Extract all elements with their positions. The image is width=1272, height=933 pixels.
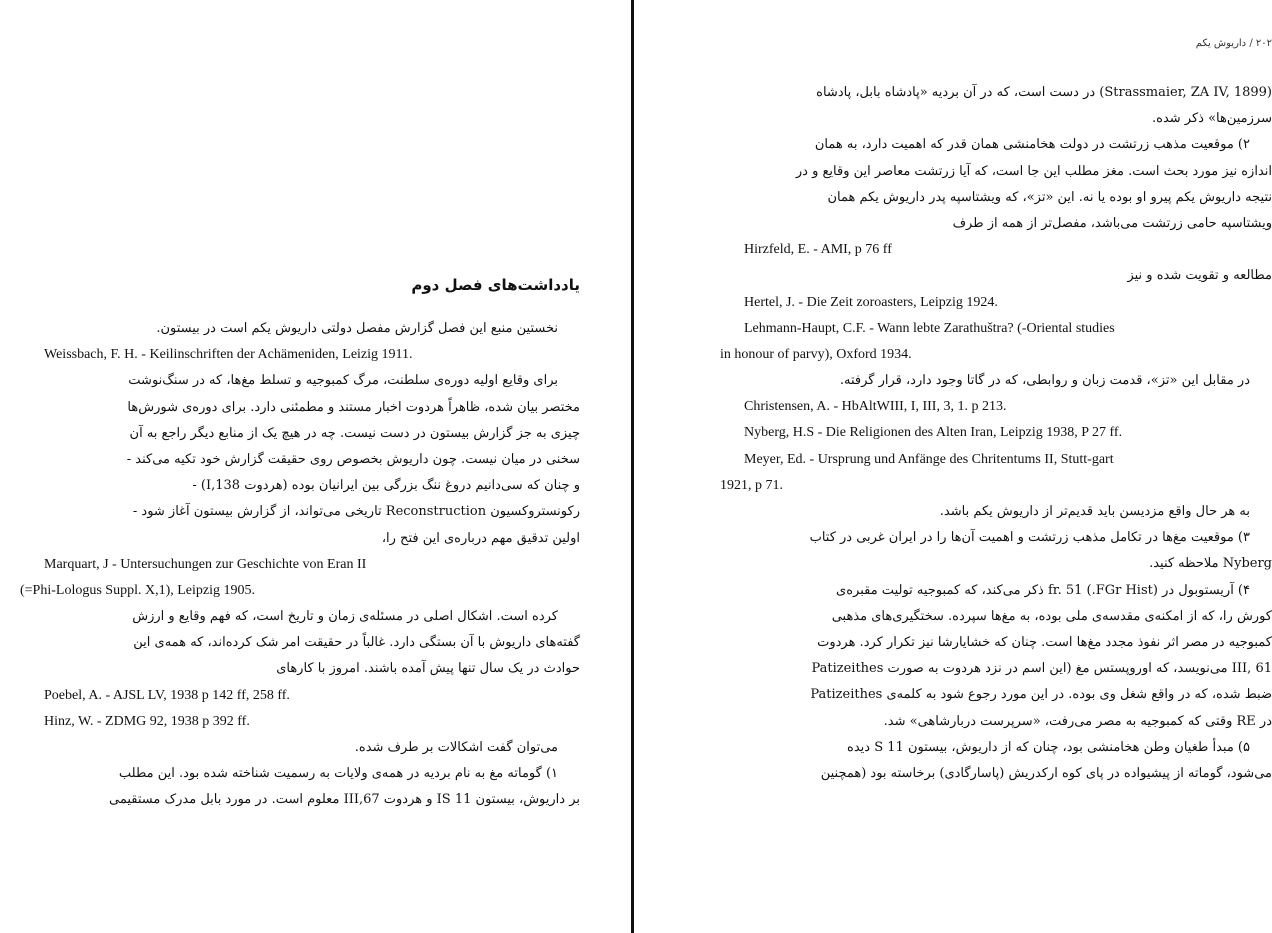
page-gutter-divider xyxy=(631,0,634,933)
text-line: می‌توان گفت اشکالات بر طرف شده. xyxy=(354,740,558,755)
text-line: سخنی در میان نیست. چون داریوش بخصوص روی حقیقت گزارش خود تکیه می‌کند - xyxy=(126,451,580,467)
text-line: III, 61 می‌نویسد، که اوروپستس مغ (این اسم در نزد هردوت به صورت Patizeithes xyxy=(811,661,1272,677)
running-header: ۲۰۲ / داریوش یکم xyxy=(1195,38,1272,49)
text-line: گفته‌های داریوش با آن بستگی دارد. غالباً در حقیقت امر شک کرده‌اند، که همه‌ی این xyxy=(133,635,580,651)
text-line: مختصر بیان شده، ظاهراً هردوت اخبار مستند و مطمئنی دارد. برای دوره‌ی شورش‌ها xyxy=(127,399,580,415)
text-line: چیزی به جز گزارش بیستون در دست نیست. چه در هیچ یک از منابع دیگر راجع به آن xyxy=(129,425,580,441)
text-line: ۱) گوماته مغ به نام بردیه در همه‌ی ولایات به رسمیت شناخته شده بود. این مطلب xyxy=(118,766,558,782)
text-line: 1921, p 71. xyxy=(720,477,783,493)
text-line: به هر حال واقع مزدیسن باید قدیم‌تر از داریوش یکم باشد. xyxy=(939,504,1250,519)
text-line: Marquart, J - Untersuchungen zur Geschichte von Eran II xyxy=(44,556,367,572)
text-line: Hirzfeld, E. - AMI, p 76 ff xyxy=(744,242,892,258)
right-page xyxy=(720,0,1272,933)
text-line: نخستین منبع این فصل گزارش مفصل دولتی داریوش یکم است در بیستون. xyxy=(156,321,558,336)
text-line: in honour of parvy), Oxford 1934. xyxy=(720,346,912,362)
text-line: مطالعه و تقویت شده و نیز xyxy=(1127,268,1272,284)
left-page-body xyxy=(20,316,580,814)
text-line: ضبط شده، که در واقع شغل وی بوده. در این مورد رجوع شود به کلمه‌ی Patizeithes xyxy=(810,687,1272,703)
text-line: Poebel, A. - AJSL LV, 1938 p 142 ff, 258 ff. xyxy=(44,687,290,703)
chapter-notes-title: یادداشت‌های فصل دوم xyxy=(411,276,580,294)
text-line: اولین تدقیق مهم درباره‌ی این فتح را، xyxy=(381,530,580,546)
text-line: می‌شود، گوماته از پیشیواده در پای کوه ارکدریش (پاسارگادی) برخاسته بود (همچنین xyxy=(820,765,1272,781)
right-page-body xyxy=(720,80,1272,787)
text-line: اندازه نیز مورد بحث است. مغز مطلب این جا است، که آیا زرتشت معاصر این وقایع و در xyxy=(795,163,1272,179)
text-line: حوادث در یک سال تنها پیش آمده باشند. امروز با کارهای xyxy=(276,661,580,677)
text-line: Hertel, J. - Die Zeit zoroasters, Leipzig 1924. xyxy=(744,294,998,310)
text-line: و چنان که سی‌دانیم دروغ ننگ بزرگی بین ایرانیان بوده (هردوت I,138) - xyxy=(192,478,580,494)
text-line: Nyberg ملاحظه کنید. xyxy=(1149,556,1272,572)
text-line: Christensen, A. - HbAltWIII, I, III, 3, 1. p 213. xyxy=(744,399,1007,415)
text-line: کرده است. اشکال اصلی در مسئله‌ی زمان و تاریخ است، که فهم وقایع و ارزش xyxy=(132,609,558,625)
text-line: برای وقایع اولیه دوره‌ی سلطنت، مرگ کمبوجیه و تسلط مغ‌ها، که در سنگ‌نوشت xyxy=(128,373,558,389)
text-line: ۴) آریستوبول در (FGr Hist.) fr. 51 ذکر می‌کند، که کمبوجیه تولیت مقبره‌ی xyxy=(836,582,1250,598)
text-line: ویشتاسپه حامی زرتشت می‌باشد، مفصل‌تر از همه از طرف xyxy=(952,215,1272,231)
text-line: کمبوجیه در مصر اثر نفوذ مجدد مغ‌ها است. چنان که خشایارشا نیز تکرار کرد. هردوت xyxy=(817,634,1272,650)
text-line: (=Phi-Lologus Suppl. X,1), Leipzig 1905. xyxy=(20,582,255,598)
text-line: Lehmann-Haupt, C.F. - Wann lebte Zarathuštra? (-Oriental studies xyxy=(744,320,1115,336)
text-line: Hinz, W. - ZDMG 92, 1938 p 392 ff. xyxy=(44,713,250,729)
text-line: (Strassmaier, ZA IV, 1899) در دست است، که در آن بردیه «پادشاه بابل، پادشاه xyxy=(816,85,1272,100)
text-line: ۵) مبدأ طغیان وطن هخامنشی بود، چنان که از داریوش، بیستون S 11 دیده xyxy=(847,739,1250,755)
text-line: بر داریوش، بیستون 11 IS و هردوت III,67 معلوم است. در مورد بابل مدرک مستقیمی xyxy=(109,792,580,808)
text-line: در مقابل این «تز»، قدمت زبان و روابطی، که در گاتا وجود دارد، قرار گرفته. xyxy=(839,373,1250,389)
left-page xyxy=(20,0,580,933)
text-line: ۳) موقعیت مغ‌ها در تکامل مذهب زرتشت و اهمیت آن‌ها را در ایران غربی در کتاب xyxy=(809,530,1250,546)
text-line: کورش را، که از امکنه‌ی مقدسه‌ی ملی بوده، به مغ‌ها سپرده. سختگیری‌های مذهبی xyxy=(831,608,1272,624)
text-line: Nyberg, H.S - Die Religionen des Alten Iran, Leipzig 1938, P 27 ff. xyxy=(744,425,1123,441)
text-line: ۲) موقعیت مذهب زرتشت در دولت هخامنشی همان قدر که اهمیت دارد، به همان xyxy=(814,137,1250,153)
text-line: سرزمین‌ها» ذکر شده. xyxy=(1152,111,1272,127)
text-line: رکونستروکسیون Reconstruction تاریخی می‌تواند، از گزارش بیستون آغاز شود - xyxy=(132,504,580,520)
text-line: در RE وقتی که کمبوجیه به مصر می‌رفت، «سرپرست دربارشاهی» شد. xyxy=(883,713,1272,729)
text-line: Meyer, Ed. - Ursprung und Anfänge des Chritentums II, Stutt-gart xyxy=(744,451,1114,467)
text-line: نتیجه داریوش یکم پیرو او بوده یا نه. این «تز»، که ویشتاسپه پدر داریوش یکم همان xyxy=(827,189,1272,205)
text-line: Weissbach, F. H. - Keilinschriften der Achämeniden, Leizig 1911. xyxy=(44,347,413,363)
